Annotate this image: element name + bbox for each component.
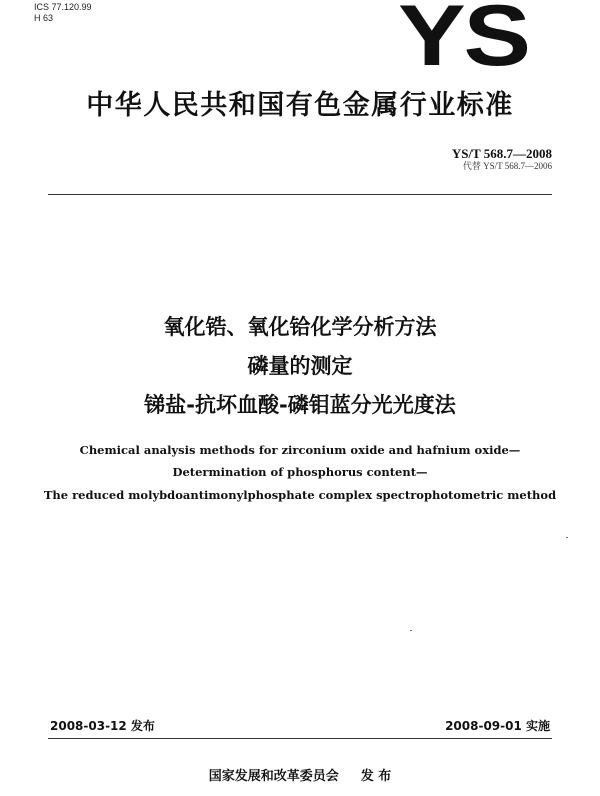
zh-title-line-2: 磷量的测定	[247, 354, 353, 378]
ccs-code: H 63	[34, 13, 54, 23]
issuer-name: 国家发展和改革委员会	[208, 769, 339, 784]
replaces-note: 代替 YS/T 568.7—2006	[462, 161, 552, 171]
standard-number-block	[452, 146, 552, 172]
implementation-date: 2008-09-01 实施	[445, 719, 550, 733]
header-divider	[48, 194, 552, 195]
ics-code: ICS 77.120.99	[34, 2, 92, 12]
issue-date: 2008-03-12 发布	[50, 719, 155, 733]
scan-speck	[566, 537, 568, 538]
classification-codes	[34, 2, 92, 24]
en-title-line-1: Chemical analysis methods for zirconium oxide and hafnium oxide—	[79, 443, 521, 457]
zh-title-line-1: 氧化锆、氧化铪化学分析方法	[163, 315, 437, 339]
en-title-line-2: Determination of phosphorus content—	[172, 465, 428, 479]
en-title-line-3: The reduced molybdoantimonylphosphate complex spectrophotometric method	[43, 488, 557, 502]
issuer-action: 发 布	[360, 769, 392, 784]
standard-number: YS/T 568.7—2008	[451, 146, 552, 161]
scan-speck	[410, 630, 412, 631]
ys-logo: YS	[398, 0, 529, 84]
zh-title-line-3: 锑盐-抗坏血酸-磷钼蓝分光光度法	[144, 393, 456, 417]
issuer-line	[0, 768, 600, 786]
footer-divider	[48, 738, 552, 739]
standard-title: 中华人民共和国有色金属行业标准	[86, 90, 514, 121]
